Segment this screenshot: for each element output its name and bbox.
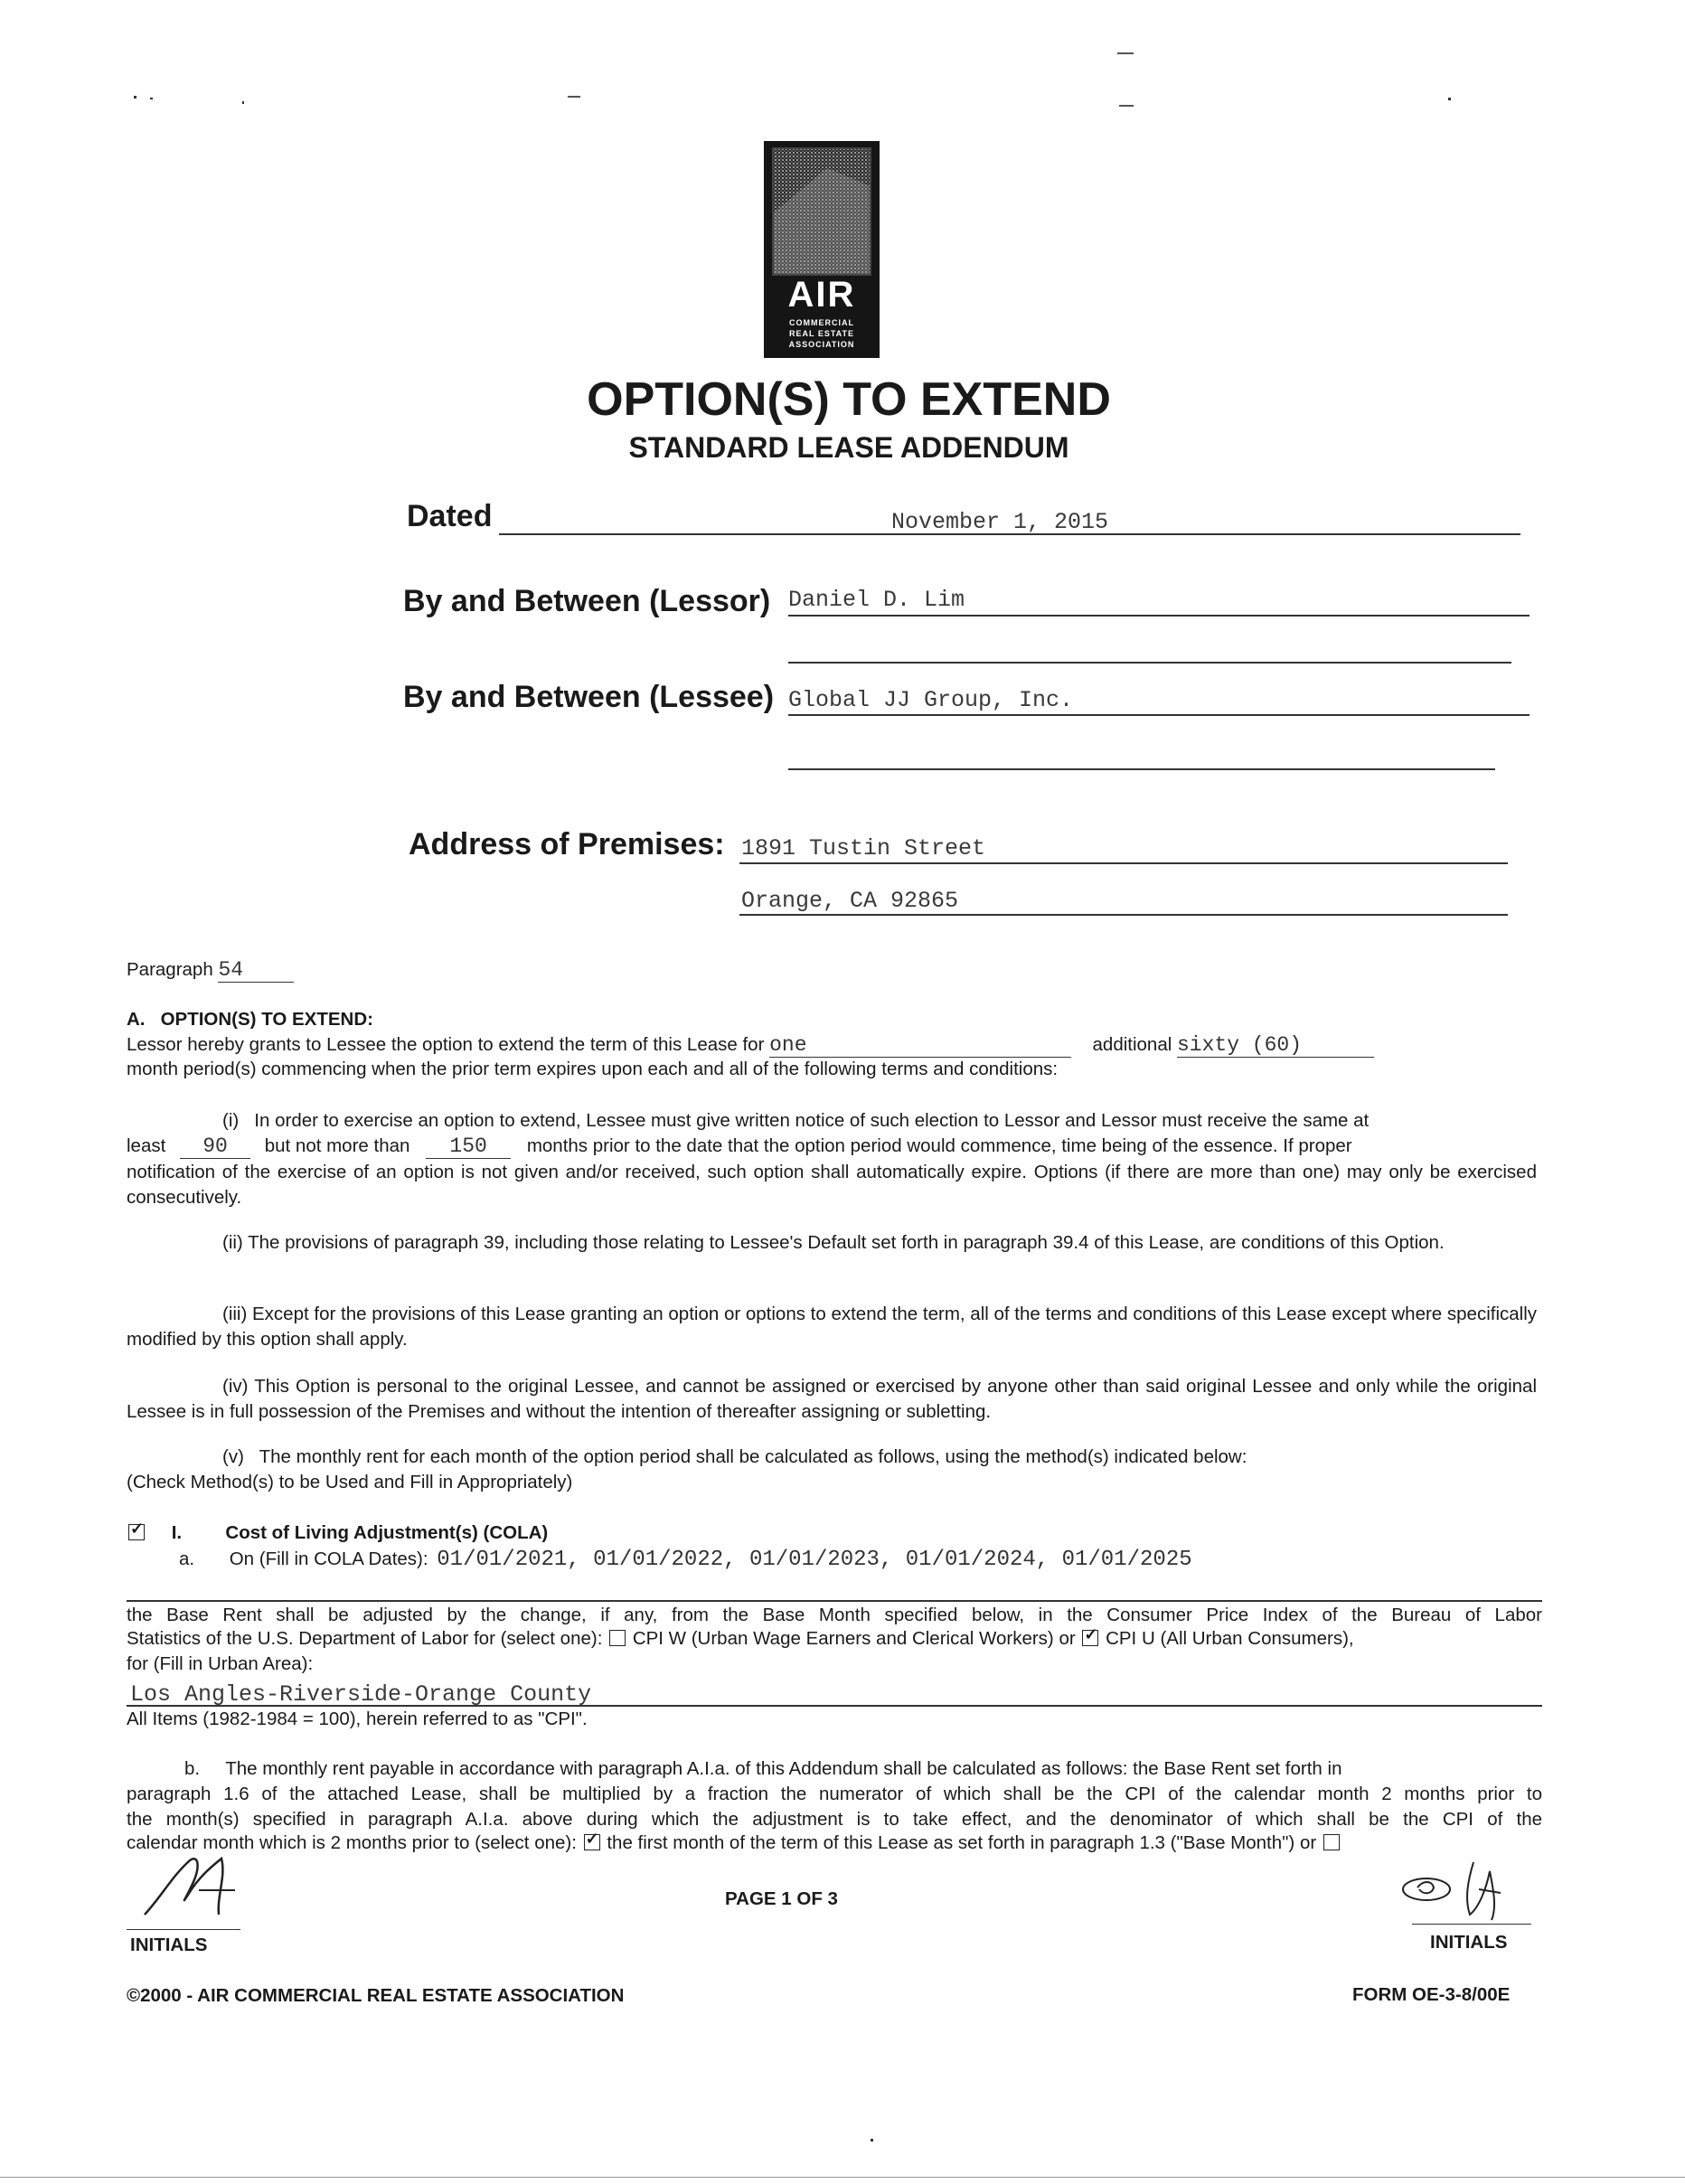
- item-iv: (iv) This Option is personal to the original Lessee, and cannot be assigned or exercised by anyone other than said original Lessee and only while the original Lessee is in full possession of the Premises and without the intention of thereafter assigning or subletting.: [127, 1376, 1537, 1422]
- paragraph-label-text: Paragraph: [127, 959, 213, 980]
- urban-area-label: for (Fill in Urban Area):: [127, 1653, 314, 1674]
- initials-right-line: [1412, 1924, 1531, 1925]
- base-month-checkbox[interactable]: [584, 1834, 600, 1850]
- cpi-u-checkbox[interactable]: [1082, 1630, 1098, 1646]
- address-label: Address of Premises:: [409, 827, 725, 861]
- dated-label: Dated: [407, 499, 493, 533]
- initials-left-signature: [136, 1850, 253, 1922]
- cola-select-label: Statistics of the U.S. Department of Labor for (select one):: [127, 1628, 603, 1649]
- lessee-line: [788, 714, 1530, 716]
- lessor-label: By and Between (Lessor): [403, 584, 771, 618]
- cola-a-label: a.: [179, 1549, 195, 1569]
- grant-text-2: month period(s) commencing when the prior term expires upon each and all of the following terms and conditions:: [127, 1059, 1059, 1079]
- cola-b-text-3: the month(s) specified in paragraph A.I.a. above during which the adjustment is to take effect, and the denominator of which shall be the CPI of the: [127, 1809, 1542, 1830]
- item-iii: (iii) Except for the provisions of this Lease granting an option or options to extend the term, all of the terms and conditions of this Lease except where specifically modified by this option shall apply.: [127, 1304, 1538, 1350]
- more-than-label: but not more than: [264, 1135, 410, 1156]
- initials-left-line: [127, 1929, 240, 1930]
- section-a-grant-line: [127, 1033, 1537, 1058]
- cola-b-text-4: [127, 1832, 1341, 1854]
- dated-value: November 1, 2015: [891, 509, 1109, 535]
- scan-edge: [0, 2177, 1685, 2178]
- item-v-line-2: (Check Method(s) to be Used and Fill in Appropriately): [127, 1472, 573, 1492]
- logo-sub-text-3: ASSOCIATION: [788, 340, 855, 349]
- copyright-text: ©2000 - AIR COMMERCIAL REAL ESTATE ASSOCIATION: [127, 1985, 625, 2006]
- other-base-month-checkbox[interactable]: [1323, 1834, 1340, 1850]
- address-value-1: 1891 Tustin Street: [741, 835, 986, 861]
- cola-a-text: On (Fill in COLA Dates):: [229, 1549, 428, 1569]
- initials-right-label: INITIALS: [1430, 1932, 1508, 1953]
- paragraph-label: [127, 958, 294, 983]
- lessor-value: Daniel D. Lim: [788, 587, 965, 613]
- cpi-u-label: CPI U (All Urban Consumers),: [1106, 1628, 1354, 1649]
- paragraph-number: 54: [218, 958, 294, 983]
- item-v-line-1: (v) The monthly rent for each month of the option period shall be calculated as follows, using the method(s) indicated below:: [222, 1446, 1247, 1467]
- form-number: FORM OE-3-8/00E: [1352, 1984, 1511, 2005]
- scan-speck: [871, 2139, 873, 2142]
- cola-base-text-2: [127, 1628, 1354, 1650]
- option-period-value: sixty (60): [1177, 1033, 1374, 1058]
- lessee-line-2: [788, 768, 1495, 770]
- page-title: OPTION(S) TO EXTEND: [587, 373, 1111, 426]
- scan-speck: [1117, 52, 1134, 54]
- cola-dates-line: [127, 1600, 1542, 1602]
- initials-left-label: INITIALS: [130, 1935, 208, 1955]
- address-value-2: Orange, CA 92865: [741, 888, 959, 914]
- item-i-text-2: months prior to the date that the option period would commence, time being of the essence. If proper: [526, 1135, 1352, 1156]
- air-logo: [764, 141, 880, 358]
- least-months-value: 90: [180, 1134, 250, 1159]
- urban-area-value: Los Angles-Riverside-Orange County: [130, 1681, 592, 1708]
- item-i-line-3: notification of the exercise of an option is not given and/or received, such option shall automatically expire. Options (if there are more than one) may only be exercised consecutively.: [127, 1162, 1537, 1208]
- scan-speck: [1448, 98, 1451, 100]
- urban-area-line: [127, 1705, 1542, 1707]
- item-ii: (ii) The provisions of paragraph 39, including those relating to Lessee's Default set forth in paragraph 39.4 of this Lease, are conditions of this Option.: [222, 1232, 1445, 1253]
- cola-base-text-1: the Base Rent shall be adjusted by the change, if any, from the Base Month specified below, in the Consumer Price Index of the Bureau of Labor: [127, 1605, 1542, 1625]
- item-i-line-2: [127, 1134, 1352, 1159]
- all-items-text: All Items (1982-1984 = 100), herein referred to as "CPI".: [127, 1709, 588, 1729]
- lessor-line: [788, 615, 1530, 617]
- base-month-label: the first month of the term of this Lease as set forth in paragraph 1.3 ("Base Month") or: [607, 1832, 1317, 1853]
- cola-heading: Cost of Living Adjustment(s) (COLA): [225, 1522, 549, 1543]
- address-line-2: [739, 914, 1508, 916]
- item-i-line-1: (i) In order to exercise an option to extend, Lessee must give written notice of such election to Lessor and Lessor must receive the same at: [222, 1110, 1370, 1131]
- grant-text-1: Lessor hereby grants to Lessee the option to extend the term of this Lease for: [127, 1034, 765, 1055]
- lessee-value: Global JJ Group, Inc.: [788, 687, 1074, 713]
- page-subtitle: STANDARD LEASE ADDENDUM: [628, 431, 1069, 464]
- logo-sub-text-1: COMMERCIAL: [789, 318, 854, 327]
- lessee-label: By and Between (Lessee): [403, 680, 775, 714]
- initials-right-signature: [1392, 1853, 1528, 1925]
- cola-number: I.: [171, 1522, 183, 1543]
- scan-speck: [150, 98, 153, 99]
- cola-dates-value: 01/01/2021, 01/01/2022, 01/01/2023, 01/01/2024, 01/01/2025: [437, 1548, 1192, 1572]
- cola-b-select-label: calendar month which is 2 months prior to (select one):: [127, 1832, 577, 1853]
- cola-b-text-1: b. The monthly rent payable in accordance with paragraph A.I.a. of this Addendum shall be calculated as follows: the Base Rent set forth in: [184, 1758, 1342, 1779]
- cola-checkbox[interactable]: [128, 1524, 145, 1540]
- scan-speck: [134, 96, 136, 99]
- section-a-heading: A. OPTION(S) TO EXTEND:: [127, 1009, 373, 1030]
- lessor-line-2: [788, 662, 1511, 664]
- cola-b-text-2: paragraph 1.6 of the attached Lease, shall be multiplied by a fraction the numerator of which shall be the CPI of the calendar month 2 months prior to: [127, 1784, 1542, 1804]
- page-number: PAGE 1 OF 3: [725, 1888, 838, 1909]
- scan-speck: [568, 96, 580, 98]
- scan-speck: [1119, 105, 1134, 107]
- additional-label: additional: [1092, 1034, 1172, 1055]
- max-months-value: 150: [426, 1134, 511, 1159]
- scan-speck: [242, 101, 244, 104]
- logo-sub-text-2: REAL ESTATE: [788, 329, 854, 338]
- address-line-1: [739, 862, 1508, 864]
- logo-main-text: AIR: [787, 275, 856, 315]
- cola-a-row: [179, 1548, 1192, 1572]
- option-count-value: one: [769, 1033, 1071, 1058]
- cpi-w-label: CPI W (Urban Wage Earners and Clerical Workers) or: [632, 1628, 1076, 1649]
- cpi-w-checkbox[interactable]: [609, 1630, 626, 1646]
- cola-heading-row: [127, 1522, 548, 1544]
- least-label: least: [127, 1135, 166, 1156]
